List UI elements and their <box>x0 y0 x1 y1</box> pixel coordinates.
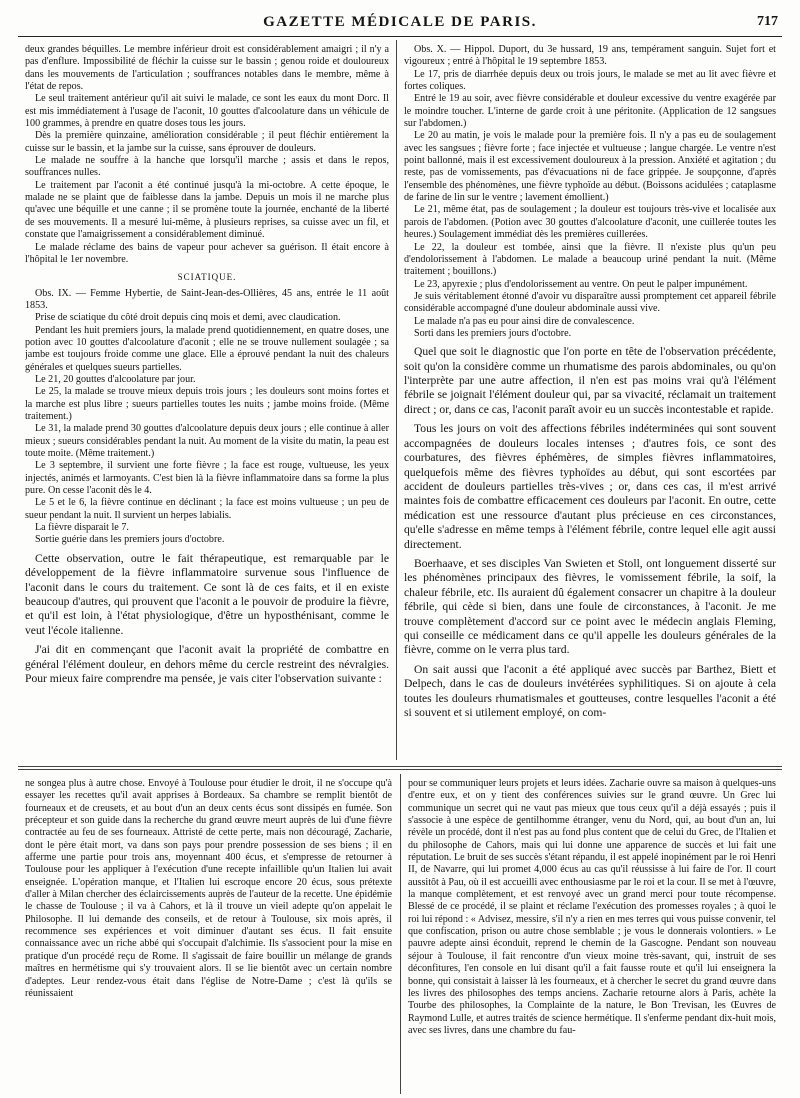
observation-paragraph: Le 21, même état, pas de soulagement ; la douleur est toujours très-vive et localisée aux parois de l'abdomen. (Potion avec 30 gouttes d'alcoolature d'aconit, une cuillerée toutes les heures.) Soulagement immédiat dès les premières cuillerées. <box>404 204 776 241</box>
commentary-paragraph: Tous les jours on voit des affections fébriles indéterminées qui sont souvent accompagnées de douleurs locales intenses ; d'autres fois, ce sont des courbatures, des fièvres éphémères, de simples fièvres inflammatoires, quelquefois même des fièvres typhoïdes au début, qui sont escortées par accident de douleurs partielles très-vives ; or, dans ces cas, il m'est arrivé maintes fois de combattre efficacement ces douleurs par l'aconit. En outre, cette médication est une ressource d'autant plus précieuse en ces circonstances, qu'elle s'adresse en même temps à l'élément fébrile, contre lequel elle agit aussi directement. <box>404 422 776 551</box>
feuilleton-text: pour se communiquer leurs projets et leurs idées. Zacharie ouvre sa maison à quelques-uns d'entre eux, et on y tient des conférences suivies sur le grand œuvre. Un Grec lui communique un secret qui ne vaut pas mieux que tous ceux qu'il a déjà essayés ; puis il s'associe à une espèce de gentilhomme étranger, venu du Nord, qui, au bout d'un an, lui révèle un procédé, dont il n'est pas au fond plus content que de celui du Grec, de l'Italien et du philosophe de Cahors, mais qui lui donne une apparence de succès et lui fait une réputation. Le bruit de ses succès s'étant répandu, il est appelé inopinément par le roi Henri II, de Navarre, qui lui promet 4,000 écus au cas qu'il réussisse à lui faire de l'or. Il court aussitôt à Pau, où il est accueilli avec enthousiasme par le roi et la cour. Il se met à l'œuvre, la manque complètement, et est renvoyé avec un grand merci pour toute récompense. Blessé de ce procédé, il se plaint et réclame l'exécution des promesses royales ; à quoi le roi lui répond : « Advisez, messire, s'il n'y a rien en mes terres qui vous puisse convenir, tel que confiscation, prison ou autre chose semblable ; je vous le donnerais volontiers. » Le pauvre adepte ainsi éconduit, reprend le chemin de la Gascogne. Pendant son nouveau séjour à Toulouse, il fait rencontre d'un vieux moine très-savant, qui, instruit de ses déconfitures, l'en console en lui disant qu'il a fait fausse route et qu'il lui enseignera la bonne, qui consistait à laisser là les fourneaux, et à chercher le secret du grand œuvre dans les livres des philosophes des temps anciens. Zacharie retourne alors à Paris, achète la Tourbe des philosophes, la Complainte de la nature, le Bon Trevisan, les Œuvres de Raymond Lulle, et autres traités de science hermétique. Il s'enferme pendant dix-huit mois, avec ses livres, dans une chambre du fau- <box>408 778 776 1036</box>
observation-paragraph: Le 22, la douleur est tombée, ainsi que la fièvre. Il n'existe plus qu'un peu d'endolorissement à l'abdomen. Le malade a beaucoup uriné pendant la nuit. (Même traitement ; bouillons.) <box>404 241 776 278</box>
paragraph: Le malade ne souffre à la hanche que lorsqu'il marche ; assis et dans le repos, souffrances nulles. <box>25 155 389 179</box>
commentary-paragraph: Boerhaave, et ses disciples Van Swieten et Stoll, ont longuement disserté sur les phénomènes principaux des fièvres, le vomissement fébrile, la soif, la chaleur fébrile, etc. Ils auraient dû également consacrer un chapitre à la douleur fébrile, qui cède si bien, dans une foule de circonstances, à l'aconit. Je me trouve complètement d'accord sur ce point avec le médecin anglais Fleming, qui conseille ce médicament dans ce qu'il appelle les douleurs générales de la fièvre, comme on le verra plus tard. <box>404 556 776 657</box>
observation-paragraph: Entré le 19 au soir, avec fièvre considérable et douleur excessive du ventre exagérée par le moindre toucher. L'interne de garde croit à une péritonite. (Application de 12 sangsues sur l'abdomen.) <box>404 93 776 130</box>
feuilleton-text: ne songea plus à autre chose. Envoyé à Toulouse pour étudier le droit, il ne s'occupe qu'à essayer les recettes qu'il avait apprises à Bordeaux. Sa chambre se remplit bientôt de fourneaux et de creusets, et au bout d'un an deux cents écus sont dissipés en fumée. Son précepteur et son guide dans la recherche du grand œuvre meurt auprès de lui d'une fièvre contractée au feu de ses fourneaux. Attristé de cette perte, mais non découragé, Zacharie, dont le père était mort, va dans son pays pour prendre possession de ses biens ; il en afferme une partie pour trois ans, moyennant 400 écus, et s'empresse de retourner à Toulouse pour les appliquer à l'exécution d'une recepte infaillible qu'un Italien lui avait enseignée. L'opération manque, et l'Italien lui escroque encore 20 écus, sous prétexte d'aller à Milan chercher des éclaircissements auprès de l'auteur de la recette. Une épidémie le chasse de Toulouse ; il va à Cahors, et là il trouve un vieil adepte qu'on appelait le Philosophe. Il lui demande des conseils, et de retour à Toulouse, six mois après, il recommence ses expériences et voit diminuer d'autant ses écus. Il fait ensuite connaissance avec un riche abbé qui s'occupait d'alchimie. Ils s'associent pour la mise en pratique d'un procédé reçu de Rome. Il s'agissait de faire bouillir un mélange de grands maîtres en hermétisme qui s'y trouvaient alors. Il se lie bientôt avec un certain nombre d'adeptes. Leur rendez-vous était dans l'église de Notre-Dame ; c'est là qu'ils se réunissaient <box>25 778 392 999</box>
column-top-left <box>25 44 389 760</box>
paragraph: Le malade réclame des bains de vapeur pour achever sa guérison. Il était encore à l'hôpital le 1er novembre. <box>25 241 389 265</box>
observation-paragraph: Le 21, 20 gouttes d'alcoolature par jour. <box>35 373 196 385</box>
observation-paragraph: Le 3 septembre, il survient une forte fièvre ; la face est rouge, vultueuse, les yeux injectés, animés et larmoyants. C'est bien là la fièvre inflammatoire dans sa forme la plus pure. On cesse l'aconit dès le 4. <box>25 460 389 497</box>
section-divider <box>18 769 782 770</box>
commentary-paragraph: On sait aussi que l'aconit a été appliqué avec succès par Barthez, Biett et Delpech, dans le cas de douleurs invétérées syphilitiques. Si on ajoute à cela toutes les douleurs rhumatismales et goutteuses, contre lesquelles l'aconit a été si souvent et si utilement employé, on com- <box>404 662 776 719</box>
observation-paragraph: Obs. IX. — Femme Hybertie, de Saint-Jean-des-Ollières, 45 ans, entrée le 11 août 1853. <box>25 287 389 311</box>
observation-paragraph: Sorti dans les premiers jours d'octobre. <box>414 327 572 339</box>
observation-paragraph: Prise de sciatique du côté droit depuis cinq mois et demi, avec claudication. <box>35 312 341 324</box>
feuilleton-column-left <box>25 778 392 1093</box>
page-number: 717 <box>757 14 778 29</box>
page-header <box>18 10 782 37</box>
section-title: SCIATIQUE. <box>177 272 237 283</box>
commentary-paragraph: Cette observation, outre le fait thérapeutique, est remarquable par le développement de la fièvre inflammatoire survenue sous l'influence de l'aconit dans le cours du traitement. Ce sont là de ces faits, et il en existe beaucoup d'autres, qui prouvent que l'aconit a le pouvoir de produire la fièvre, et qu'il est loin, à l'état physiologique, d'être un hyposthénisant, comme le veut l'école italienne. <box>25 551 389 637</box>
section-divider <box>18 766 782 767</box>
observation-paragraph: Obs. X. — Hippol. Duport, du 3e hussard, 19 ans, tempérament sanguin. Sujet fort et vigoureux ; entré à l'hôpital le 19 septembre 1853. <box>404 44 776 68</box>
observation-paragraph: Le 20 au matin, je vois le malade pour la première fois. Il n'y a pas eu de soulagement avec les sangsues ; fièvre forte ; face injectée et vultueuse ; langue chargée. Le ventre n'est point ballonné, mais il est excessivement douloureux à la pression. Anxiété et agitation ; du reste, pas de vomissements, pas d'évacuations ni de face grippée. Je soupçonne, d'après l'ensemble des phénomènes, une fièvre typhoïde au début. (Boissons acidulées ; cataplasme de farine de lin sur le ventre ; lavement émollient.) <box>404 130 776 204</box>
observation-paragraph: Le 31, la malade prend 30 gouttes d'alcoolature depuis deux jours ; elle continue à aller mieux ; sueurs considérables pendant la nuit. Au moment de la visite du matin, la peau est toute moite. (Même traitement.) <box>25 423 389 459</box>
observation-paragraph: Le 5 et le 6, la fièvre continue en déclinant ; la face est moins vultueuse ; un peu de sueur pendant la nuit. Il survient un herpes labialis. <box>25 497 389 521</box>
column-divider-top <box>396 40 397 760</box>
column-divider-bottom <box>400 774 401 1094</box>
commentary-paragraph: J'ai dit en commençant que l'aconit avait la propriété de combattre en général l'élément douleur, en dehors même du cercle restreint des névralgies. Pour mieux faire comprendre ma pensée, je vais citer l'observation suivante : <box>25 643 389 685</box>
paragraph: Dès la première quinzaine, amélioration considérable ; il peut fléchir entièrement la cuisse sur le bassin, et la jambe sur la cuisse, sans éprouver de douleurs. <box>25 130 389 154</box>
observation-paragraph: Le 23, apyrexie ; plus d'endolorissement au ventre. On peut le palper impunément. <box>414 278 748 290</box>
observation-paragraph: Pendant les huit premiers jours, la malade prend quotidiennement, en quatre doses, une potion avec 10 gouttes d'alcoolature d'aconit ; elle ne se trouve nullement soulagée ; sa jambe est toujours froide comme une glace. Elle a éprouvé pendant la nuit des chaleurs générales et quelques sueurs partielles. <box>25 324 389 373</box>
observation-paragraph: La fièvre disparait le 7. <box>35 522 129 534</box>
observation-paragraph: Le 17, pris de diarrhée depuis deux ou trois jours, le malade se met au lit avec fièvre et fortes coliques. <box>404 68 776 93</box>
journal-title: GAZETTE MÉDICALE DE PARIS. <box>263 14 537 30</box>
observation-paragraph: Le malade n'a pas eu pour ainsi dire de convalescence. <box>414 315 635 327</box>
paragraph: Le seul traitement antérieur qu'il ait suivi le malade, ce sont les eaux du mont Dorc. Il est mis immédiatement à l'usage de l'aconit, 10 gouttes d'alcoolature dans un véhicule de 100 grammes, à prendre en quatre doses tous les jours. <box>25 93 389 130</box>
paragraph: deux grandes béquilles. Le membre inférieur droit est considérablement amaigri ; il n'y a pas d'enflure. Impossibilité de fléchir la cuisse sur le bassin ; genou roide et douloureux dans les mouvements de l'articulation ; souffrances notables dans le membre, même à l'état de repos. <box>25 44 389 93</box>
paragraph: Le traitement par l'aconit a été continué jusqu'à la mi-octobre. A cette époque, le malade ne se plaint que de faiblesse dans la jambe. Depuis un mois il ne marche plus qu'avec une béquille et une canne ; il se promène toute la journée, enchanté de la liberté de ses mouvements. Il a mesuré lui-même, à plusieurs reprises, sa cuisse avec un fil, et constate que l'amaigrissement a considérablement diminué. <box>25 179 389 241</box>
column-top-right <box>404 44 776 760</box>
observation-paragraph: Je suis véritablement étonné d'avoir vu disparaître aussi promptement cet appareil fébrile considérable accompagné d'une douleur abdominale aussi vive. <box>404 290 776 315</box>
feuilleton-column-right <box>408 778 776 1093</box>
observation-paragraph: Sortie guérie dans les premiers jours d'octobre. <box>35 534 225 546</box>
commentary-paragraph: Quel que soit le diagnostic que l'on porte en tête de l'observation précédente, soit qu'on la considère comme un rhumatisme des parois abdominales, ou qu'on l'interprète par une autre affection, il n'en est pas moins vrai qu'à l'élément fébrile se joignait l'élément douleur qui, par sa vivacité, réclamait un traitement direct ; or, dans ce cas, l'aconit paraît avoir eu un succès incontestable et rapide. <box>404 345 776 416</box>
observation-paragraph: Le 25, la malade se trouve mieux depuis trois jours ; les douleurs sont moins fortes et la marche est plus libre ; sueurs partielles toutes les nuits ; jambe moins froide. (Même traitement.) <box>25 386 389 422</box>
